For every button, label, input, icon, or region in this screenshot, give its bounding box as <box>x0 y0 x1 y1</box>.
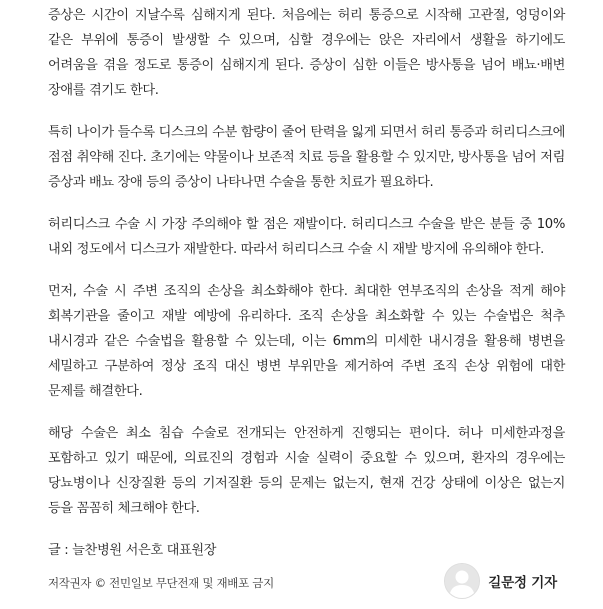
copyright-notice: 저작권자 © 전민일보 무단전재 및 재배포 금지 <box>48 576 274 590</box>
article-body <box>48 0 565 591</box>
person-silhouette-icon[interactable] <box>444 563 480 599</box>
reporter-name[interactable]: 길문정 기자 <box>488 575 557 591</box>
article-paragraph-3: 허리디스크 수술 시 가장 주의해야 할 점은 재발이다. 허리디스크 수술을 받은 분들 중 10% 내외 정도에서 디스크가 재발한다. 따라서 허리디스크 수술 시 재발 방지에 유의해야 한다. <box>48 217 565 257</box>
article-paragraph-2: 특히 나이가 들수록 디스크의 수분 함량이 줄어 탄력을 잃게 되면서 허리 통증과 허리디스크에 점점 취약해 진다. 초기에는 약물이나 보존적 치료 등을 활용할 수 있지만, 방사통을 넘어 저림 증상과 배뇨 장애 등의 증상이 나타나면 수술을 통한 치료가 필요하다. <box>48 125 565 190</box>
article-paragraph-4: 먼저, 수술 시 주변 조직의 손상을 최소화해야 한다. 최대한 연부조직의 손상을 적게 해야 회복기관을 줄이고 재발 예방에 유리하다. 조직 손상을 최소화할 수 있는 수술법은 척추 내시경과 같은 수술법을 활용할 수 있는데, 이는 6mm의 미세한 내시경을 활용해 병변을 세밀하고 구분하여 정상 조직 대신 병변 부위만을 제거하여 주변 조직 손상 위험에 대한 문제를 해결한다. <box>48 284 565 399</box>
article-paragraph-1: 증상은 시간이 지날수록 심해지게 된다. 처음에는 허리 통증으로 시작해 고관절, 엉덩이와 같은 부위에 통증이 발생할 수 있으며, 심할 경우에는 앉은 자리에서 생활을 하기에도 어려움을 겪을 정도로 통증이 심해지게 된다. 증상이 심한 이들은 방사통을 넘어 배뇨·배변 장애를 겪기도 한다. <box>48 8 565 98</box>
reporter-byline[interactable] <box>444 563 557 599</box>
article-paragraph-5: 해당 수술은 최소 침습 수술로 전개되는 안전하게 진행되는 편이다. 허나 미세한과정을 포함하고 있기 때문에, 의료진의 경험과 시술 실력이 중요할 수 있으며, 환자의 경우에는 당뇨병이나 신장질환 등의 기저질환 등의 문제는 없는지, 현재 건강 상태에 이상은 없는지 등을 꼼꼼히 체크해야 한다. <box>48 426 565 516</box>
article-author-credit: 글 : 늘찬병원 서은호 대표원장 <box>48 543 217 558</box>
